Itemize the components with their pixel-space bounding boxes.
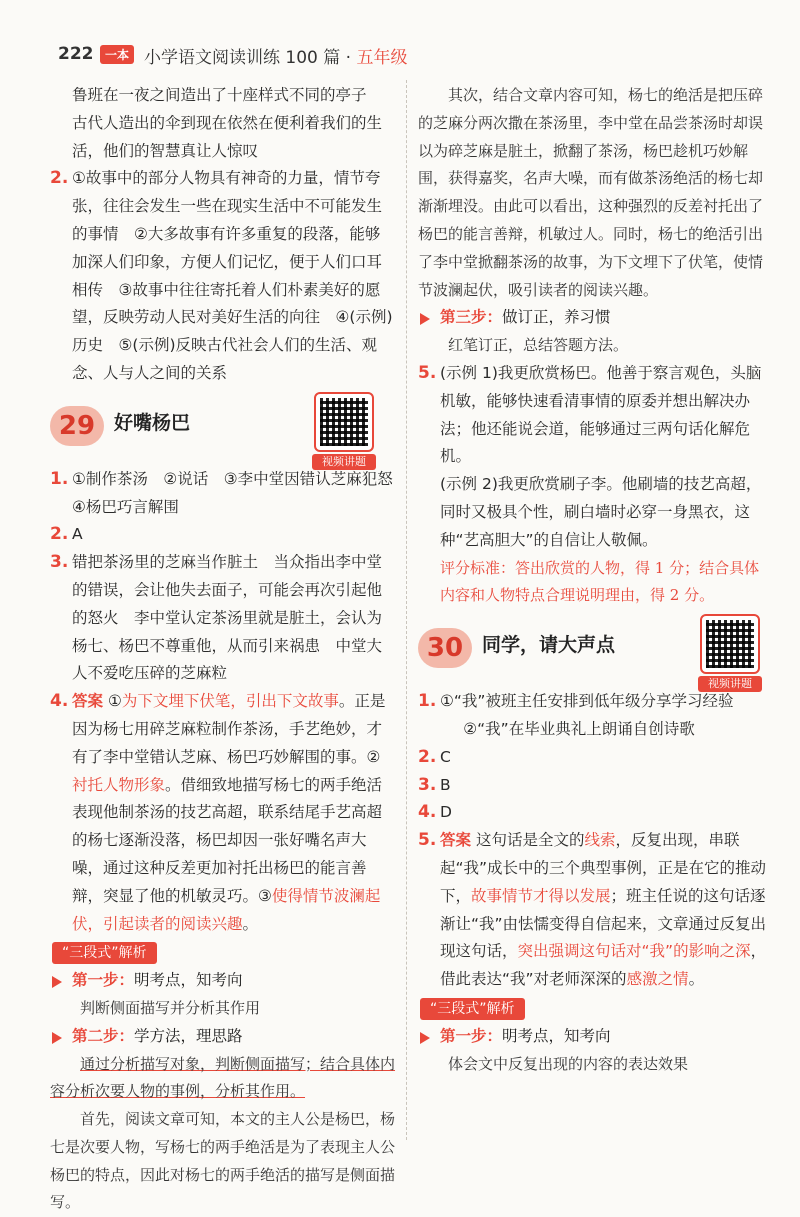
step-label: 第三步： <box>440 308 503 327</box>
step-title: 明考点，知考向 <box>134 971 243 990</box>
answer-number: 4. <box>50 691 69 712</box>
answer-2 <box>50 521 395 549</box>
step-2-first: 首先，阅读文章可知，本文的主人公是杨巴，杨七是次要人物，写杨七的两手绝活是为了表现主人公杨巴的特点，因此对杨七的两手绝活的描写是侧面描写。 <box>50 1110 396 1212</box>
intro-text: 鲁班在一夜之间造出了十座样式不同的亭子 古代人造出的伞到现在依然在便利着我们的生活，他们的智慧真让人惊叹 <box>72 86 383 160</box>
left-column <box>50 82 409 1217</box>
arrow-icon <box>420 1032 430 1044</box>
brand-logo: 一本 <box>100 45 134 64</box>
answer-tag: 答案 <box>440 831 472 850</box>
step-label: 第一步： <box>440 1026 503 1045</box>
column-divider <box>406 80 407 1140</box>
example-1: (示例 1)我更欣赏杨巴。他善于察言观色，头脑机敏，能够快速看清事情的原委并想出解决办法；他还能说会道，能够通过三两句话化解危机。 <box>440 363 762 466</box>
qr-code-icon <box>702 616 758 672</box>
key-point: 感激之情 <box>626 970 689 989</box>
right-column <box>418 82 768 1078</box>
answer-number: 1. <box>418 691 437 712</box>
step-2 <box>50 1023 395 1051</box>
arrow-icon <box>420 313 430 325</box>
step-2-second: 其次，结合文章内容可知，杨七的绝活是把压碎的芝麻分两次撒在茶汤里，李中堂在品尝茶汤时却误以为碎芝麻是脏土，掀翻了茶汤，杨巴趁机巧妙解围，获得嘉奖，名声大噪，而有做茶汤绝活的杨七却渐渐埋没。由此可以看出，这种强烈的反差衬托出了杨巴的能言善辩，机敏过人。同时，杨七的绝活引出了李中堂掀翻茶汤的故事，为下文埋下了伏笔，使情节波澜起伏，吸引读者的阅读兴趣。 <box>418 86 764 299</box>
key-point: 故事情节才得以发展 <box>471 886 611 905</box>
answer-number: 5. <box>418 362 437 383</box>
answer-text: ①制作茶汤 ②说话 ③李中堂因错认芝麻犯怒 ④杨巴巧言解围 <box>72 469 409 516</box>
answer-number: 2. <box>50 168 69 189</box>
qr-label: 视频讲题 <box>698 676 762 692</box>
answer-text: A <box>72 525 83 544</box>
qr-code-video[interactable] <box>698 616 762 691</box>
lesson-number: 30 <box>418 628 472 668</box>
qr-code-icon <box>316 394 372 450</box>
answer-3 <box>418 772 768 800</box>
page-number: 222 <box>58 44 94 64</box>
answer-number: 4. <box>418 802 437 823</box>
example-2: (示例 2)我更欣赏刷子李。他刷墙的技艺高超，同时又极具个性，刷白墙时必穿一身黑衣，这种“艺高胆大”的自信让人敬佩。 <box>440 475 762 549</box>
answer-text: ①故事中的部分人物具有神奇的力量，情节夸张，往往会发生一些在现实生活中不可能发生的事情 ②大多故事有许多重复的段落，能够加深人们印象，方便人们记忆，便于人们口耳相传 ③故事中往往寄托着人们朴素美好的愿望，反映劳动人民对美好生活的向往 ④(示例)历史 ⑤(示例)反映古代社会人们的生活、观念、人与人之间的关系 <box>72 169 393 382</box>
answer-text: 答案 ①为下文埋下伏笔，引出下文故事。正是因为杨七用碎芝麻粒制作茶汤，手艺绝妙，才有了李中堂错认芝麻、杨巴巧妙解围的事。②衬托人物形象。借细致地描写杨七的两手绝活表现他制茶汤的技艺高超，联系结尾手艺高超的杨七逐渐没落，杨巴却因一张好嘴名声大噪，通过这种反差更加衬托出杨巴的能言善辩，突显了他的机敏灵巧。③使得情节波澜起伏，引起读者的阅读兴趣。 <box>72 692 386 933</box>
answer-1 <box>418 688 768 744</box>
step-1 <box>50 967 395 995</box>
step-2-method: 通过分析描写对象，判断侧面描写；结合具体内容分析次要人物的事例，分析其作用。 <box>50 1054 396 1101</box>
answer-number: 2. <box>418 746 437 767</box>
arrow-icon <box>52 1032 62 1044</box>
step-title: 明考点，知考向 <box>502 1026 611 1045</box>
answer-text: C <box>440 747 451 766</box>
answer-text: B <box>440 775 451 794</box>
qr-code-video[interactable] <box>312 394 376 468</box>
answer-5 <box>418 827 768 994</box>
lesson-title: 好嘴杨巴 <box>114 411 191 434</box>
step-1 <box>418 1023 768 1051</box>
lesson-title: 同学，请大声点 <box>482 634 616 657</box>
qr-label: 视频讲题 <box>312 454 376 470</box>
answer-text: 错把茶汤里的芝麻当作脏土 当众指出李中堂的错误，会让他失去面子，可能会再次引起他的怒火 李中堂认定茶汤里就是脏土，会认为杨七、杨巴不尊重他，从而引来祸患 中堂大人不爱吃压碎的芝麻粒 <box>72 553 383 683</box>
answer-line: ②“我”在毕业典礼上朗诵自创诗歌 <box>463 719 695 738</box>
key-point: 使得情节波澜起伏，引起读者的阅读兴趣 <box>72 886 381 933</box>
lesson-30-heading <box>418 616 768 691</box>
step-1-text: 体会文中反复出现的内容的表达效果 <box>448 1054 689 1073</box>
lesson-29-heading <box>50 394 395 468</box>
step-label: 第一步： <box>72 971 135 990</box>
answer-number: 5. <box>418 830 437 851</box>
step-title: 学方法，理思路 <box>134 1026 243 1045</box>
answer-number: 3. <box>418 774 437 795</box>
step-3-text: 红笔订正，总结答题方法。 <box>448 336 629 355</box>
answer-2 <box>418 744 768 772</box>
step-label: 第二步： <box>72 1026 135 1045</box>
step-1-text: 判断侧面描写并分析其作用 <box>80 998 261 1017</box>
answer-tag: 答案 <box>72 692 104 711</box>
answer-number: 3. <box>50 552 69 573</box>
key-point: 线索 <box>584 831 616 850</box>
answer-text: 答案 这句话是全文的线索，反复出现，串联起“我”成长中的三个典型事例，正是在它的推动下，故事情节才得以发展；班主任说的这句话逐渐让“我”由怯懦变得自信起来，文章通过反复出现这句话，突出强调这句话对“我”的影响之深，借此表达“我”对老师深深的感激之情。 <box>440 831 767 989</box>
answer-4 <box>418 799 768 827</box>
arrow-icon <box>52 976 62 988</box>
page-header <box>40 40 760 68</box>
step-title: 做订正，养习惯 <box>502 308 611 327</box>
key-point: 为下文埋下伏笔，引出下文故事 <box>121 692 339 711</box>
answer-3 <box>50 549 395 688</box>
answer-1 <box>50 466 409 522</box>
analysis-tag: “三段式”解析 <box>52 942 157 964</box>
key-point: 突出强调这句话对“我”的影响之深 <box>517 942 751 961</box>
answer-line: ①“我”被班主任安排到低年级分享学习经验 <box>440 692 734 711</box>
answer-5 <box>418 360 768 610</box>
lesson-number: 29 <box>50 406 104 446</box>
answer-text: D <box>440 803 452 822</box>
grade-label: 五年级 <box>356 48 408 68</box>
analysis-tag: “三段式”解析 <box>420 998 525 1020</box>
scoring-standard: 评分标准：答出欣赏的人物，得 1 分；结合具体内容和人物特点合理说明理由，得 2 分。 <box>440 558 760 605</box>
answer-4 <box>50 688 395 938</box>
key-point: 衬托人物形象 <box>72 775 166 794</box>
step-3 <box>418 304 768 332</box>
answer-number: 2. <box>50 524 69 545</box>
answer-2 <box>50 165 395 387</box>
answer-number: 1. <box>50 468 69 489</box>
book-title: 小学语文阅读训练 100 篇 · 五年级 <box>144 48 408 68</box>
